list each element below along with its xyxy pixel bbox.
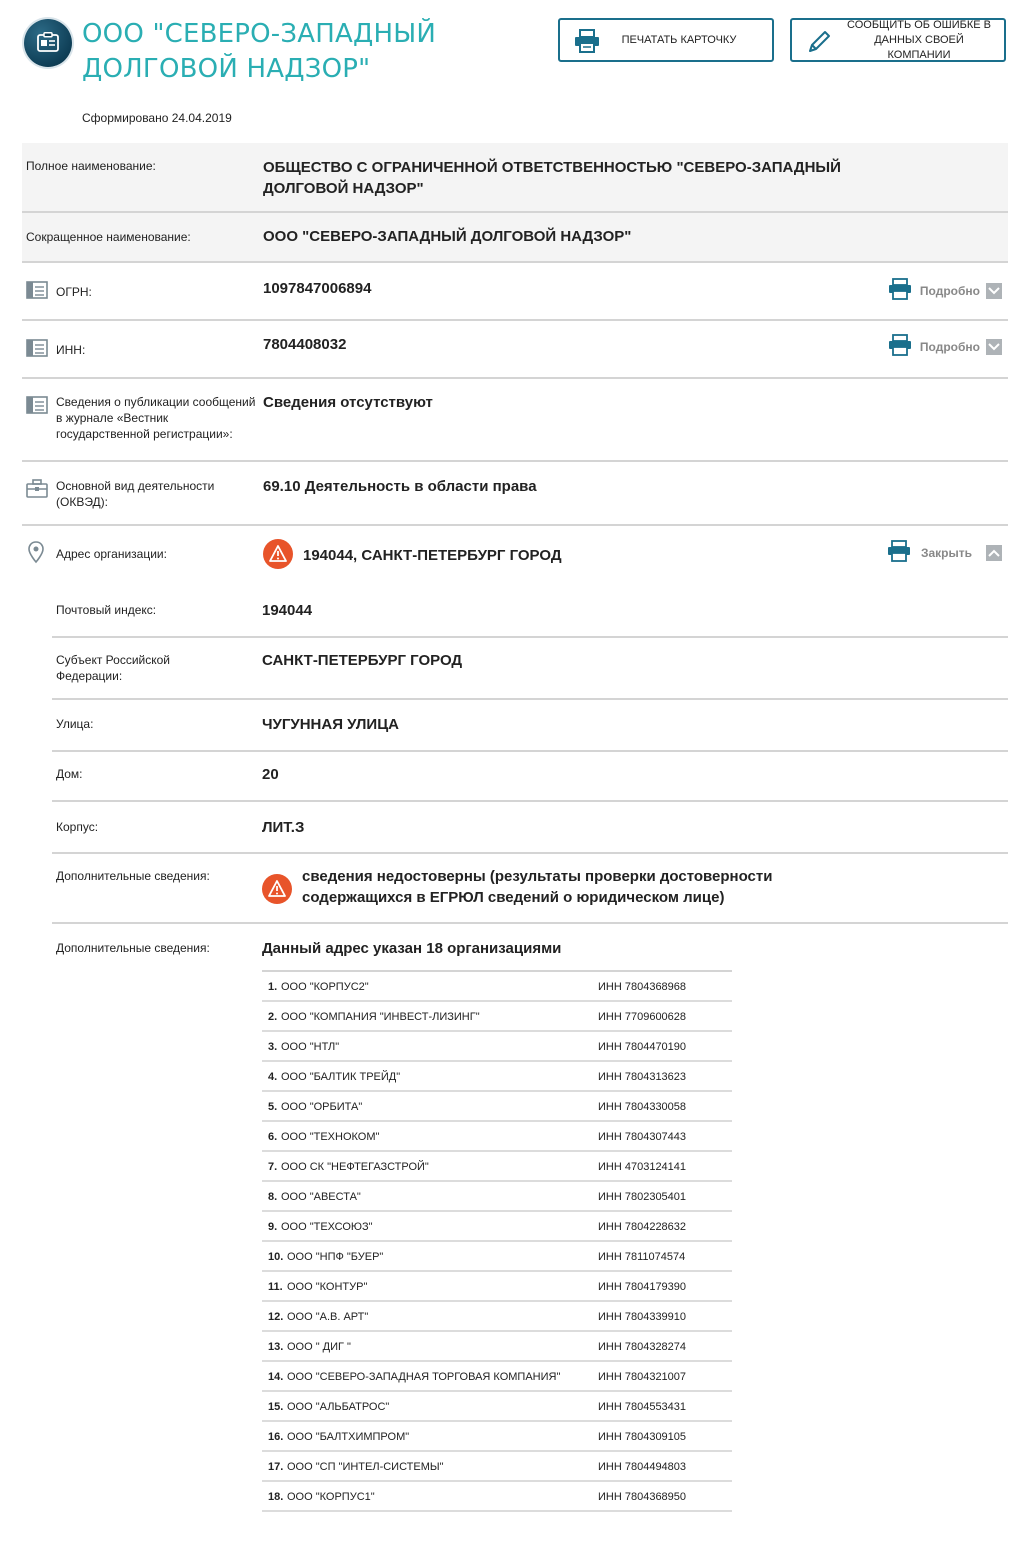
org-number: 7. [268, 1161, 278, 1173]
org-number: 15. [268, 1401, 284, 1413]
report-error-label: СООБЩИТЬ ОБ ОШИБКЕ В ДАННЫХ СВОЕЙ КОМПАНИИ [847, 18, 991, 61]
org-inn: ИНН 7804179390 [598, 1281, 687, 1293]
extra-info-value: сведения недостоверны (результаты проверки достоверности содержащихся в ЕГРЮЛ сведений о юридическом лице) [302, 868, 773, 906]
org-name: ООО "ТЕХНОКОМ" [281, 1131, 380, 1143]
address-value: 194044, САНКТ-ПЕТЕРБУРГ ГОРОД [303, 547, 562, 564]
region-label: Субъект Российской Федерации: [56, 653, 170, 683]
address-orgs-label: Дополнительные сведения: [56, 941, 210, 955]
org-row [262, 1212, 732, 1242]
publication-label: Сведения о публикации сообщений в журнале «Вестник государственной регистрации»: [56, 395, 256, 441]
address-close-toggle[interactable] [887, 540, 1002, 565]
org-inn: ИНН 7804368968 [598, 981, 687, 993]
postal-index-label: Почтовый индекс: [56, 603, 157, 617]
extra-info-row [52, 854, 1008, 924]
org-number: 12. [268, 1311, 284, 1323]
house-row [52, 752, 1008, 802]
org-number: 4. [268, 1071, 278, 1083]
inn-details-toggle[interactable] [888, 334, 1002, 359]
org-number: 8. [268, 1191, 278, 1203]
org-inn: ИНН 7804494803 [598, 1461, 687, 1473]
org-inn: ИНН 7804313623 [598, 1071, 687, 1083]
org-number: 2. [268, 1011, 278, 1023]
org-name: ООО СК "НЕФТЕГАЗСТРОЙ" [281, 1161, 429, 1173]
org-name: ООО "СЕВЕРО-ЗАПАДНАЯ ТОРГОВАЯ КОМПАНИЯ" [287, 1371, 561, 1383]
print-card-button[interactable] [558, 18, 774, 62]
page-title: ООО "СЕВЕРО-ЗАПАДНЫЙ ДОЛГОВОЙ НАДЗОР" [82, 19, 437, 84]
ogrn-value: 1097847006894 [263, 280, 372, 297]
org-name: ООО "ОРБИТА" [281, 1101, 363, 1113]
postal-index-value: 194044 [262, 602, 313, 619]
org-inn: ИНН 7804553431 [598, 1401, 687, 1413]
org-row [262, 1122, 732, 1152]
ogrn-details-toggle[interactable] [888, 278, 1002, 303]
address-row [22, 526, 1008, 588]
org-inn: ИНН 7804321007 [598, 1371, 687, 1383]
street-row [52, 700, 1008, 752]
org-number: 1. [268, 981, 278, 993]
org-number: 6. [268, 1131, 278, 1143]
inn-value: 7804408032 [263, 336, 347, 353]
org-number: 9. [268, 1221, 278, 1233]
org-row [262, 1332, 732, 1362]
details-label[interactable]: Подробно [919, 283, 980, 298]
org-row [262, 1392, 732, 1422]
org-row [262, 1032, 732, 1062]
org-name: ООО "НТЛ" [281, 1041, 340, 1053]
org-row [262, 1062, 732, 1092]
org-name: ООО "КОМПАНИЯ "ИНВЕСТ-ЛИЗИНГ" [281, 1011, 480, 1023]
org-row [262, 972, 732, 1002]
org-row [262, 1092, 732, 1122]
printer-icon[interactable] [888, 334, 912, 359]
warning-icon [263, 539, 293, 569]
org-row [262, 1362, 732, 1392]
chevron-down-icon[interactable] [986, 283, 1002, 299]
org-inn: ИНН 7804339910 [598, 1311, 687, 1323]
short-name-value: ООО "СЕВЕРО-ЗАПАДНЫЙ ДОЛГОВОЙ НАДЗОР" [263, 228, 632, 245]
company-card-icon [24, 19, 72, 67]
printer-icon[interactable] [888, 278, 912, 303]
short-name-row [22, 213, 1008, 263]
org-row [262, 1302, 732, 1332]
org-number: 5. [268, 1101, 278, 1113]
document-icon [26, 280, 48, 305]
full-name-value: ОБЩЕСТВО С ОГРАНИЧЕННОЙ ОТВЕТСТВЕННОСТЬЮ "СЕВЕРО-ЗАПАДНЫЙ ДОЛГОВОЙ НАДЗОР" [263, 159, 841, 197]
org-inn: ИНН 7804309105 [598, 1431, 687, 1443]
org-name: ООО "АВЕСТА" [281, 1191, 361, 1203]
org-inn: ИНН 7802305401 [598, 1191, 687, 1203]
building-row [52, 802, 1008, 854]
report-error-button[interactable] [790, 18, 1006, 62]
region-value: САНКТ-ПЕТЕРБУРГ ГОРОД [262, 652, 463, 669]
org-inn: ИНН 7811074574 [598, 1251, 686, 1263]
org-name: ООО "БАЛТИК ТРЕЙД" [281, 1071, 401, 1083]
card-header [0, 0, 1026, 140]
org-inn: ИНН 4703124141 [598, 1161, 687, 1173]
full-name-row [22, 143, 1008, 213]
org-inn: ИНН 7804470190 [598, 1041, 687, 1053]
inn-row [22, 321, 1008, 379]
chevron-down-icon[interactable] [986, 339, 1002, 355]
org-name: ООО "БАЛТХИМПРОМ" [287, 1431, 410, 1443]
org-row [262, 1152, 732, 1182]
org-name: ООО "НПФ "БУЕР" [287, 1251, 384, 1263]
org-number: 11. [268, 1281, 283, 1293]
extra-info-label: Дополнительные сведения: [56, 869, 210, 883]
house-label: Дом: [56, 767, 83, 781]
region-row [52, 638, 1008, 700]
org-inn: ИНН 7804307443 [598, 1131, 687, 1143]
pencil-icon [806, 29, 832, 58]
org-row [262, 1452, 732, 1482]
warning-icon [262, 874, 292, 904]
house-value: 20 [262, 766, 279, 783]
org-name: ООО "ТЕХСОЮЗ" [281, 1221, 373, 1233]
document-icon [26, 395, 48, 420]
org-number: 14. [268, 1371, 284, 1383]
org-name: ООО "СП "ИНТЕЛ-СИСТЕМЫ" [287, 1461, 444, 1473]
organizations-list [262, 970, 732, 1512]
ogrn-row [22, 263, 1008, 321]
full-name-label: Полное наименование: [26, 159, 156, 173]
building-label: Корпус: [56, 820, 99, 834]
inn-label: ИНН: [56, 343, 86, 357]
org-inn: ИНН 7804368950 [598, 1491, 687, 1503]
org-name: ООО "А.В. АРТ" [287, 1311, 369, 1323]
chevron-up-icon[interactable] [986, 545, 1002, 561]
org-number: 3. [268, 1041, 278, 1053]
printer-icon [574, 29, 600, 56]
postal-index-row [52, 588, 1008, 638]
org-row [262, 1002, 732, 1032]
address-label: Адрес организации: [56, 547, 167, 561]
publication-row [22, 379, 1008, 462]
org-row [262, 1242, 732, 1272]
formed-date: Сформировано 24.04.2019 [82, 111, 232, 125]
org-number: 13. [268, 1341, 284, 1353]
street-label: Улица: [56, 717, 94, 731]
ogrn-label: ОГРН: [56, 285, 92, 299]
org-row [262, 1182, 732, 1212]
okved-row [22, 462, 1008, 526]
publication-value: Сведения отсутствуют [263, 394, 433, 411]
printer-icon[interactable] [887, 540, 911, 565]
building-value: ЛИТ.З [262, 819, 305, 836]
org-name: ООО "АЛЬБАТРОС" [287, 1401, 390, 1413]
org-name: ООО " ДИГ " [287, 1341, 351, 1353]
briefcase-icon [26, 479, 48, 504]
org-name: ООО "КОРПУС2" [281, 981, 369, 993]
details-label[interactable]: Подробно [919, 339, 980, 354]
org-inn: ИНН 7709600628 [598, 1011, 687, 1023]
short-name-label: Сокращенное наименование: [26, 230, 191, 244]
org-number: 18. [268, 1491, 284, 1503]
org-number: 16. [268, 1431, 284, 1443]
org-row [262, 1422, 732, 1452]
street-value: ЧУГУННАЯ УЛИЦА [262, 716, 400, 733]
org-inn: ИНН 7804328274 [598, 1341, 687, 1353]
org-number: 17. [268, 1461, 284, 1473]
document-icon [26, 338, 48, 363]
org-name: ООО "КОНТУР" [287, 1281, 368, 1293]
address-orgs-heading: Данный адрес указан 18 организациями [262, 940, 562, 957]
map-pin-icon [26, 540, 46, 569]
org-row [262, 1272, 732, 1302]
close-label[interactable]: Закрыть [920, 545, 972, 560]
okved-value: 69.10 Деятельность в области права [263, 478, 537, 495]
org-name: ООО "КОРПУС1" [287, 1491, 375, 1503]
org-row [262, 1482, 732, 1512]
org-inn: ИНН 7804330058 [598, 1101, 687, 1113]
okved-label: Основной вид деятельности (ОКВЭД): [56, 479, 215, 509]
org-number: 10. [268, 1251, 284, 1263]
print-card-label: ПЕЧАТАТЬ КАРТОЧКУ [621, 33, 737, 46]
org-inn: ИНН 7804228632 [598, 1221, 687, 1233]
